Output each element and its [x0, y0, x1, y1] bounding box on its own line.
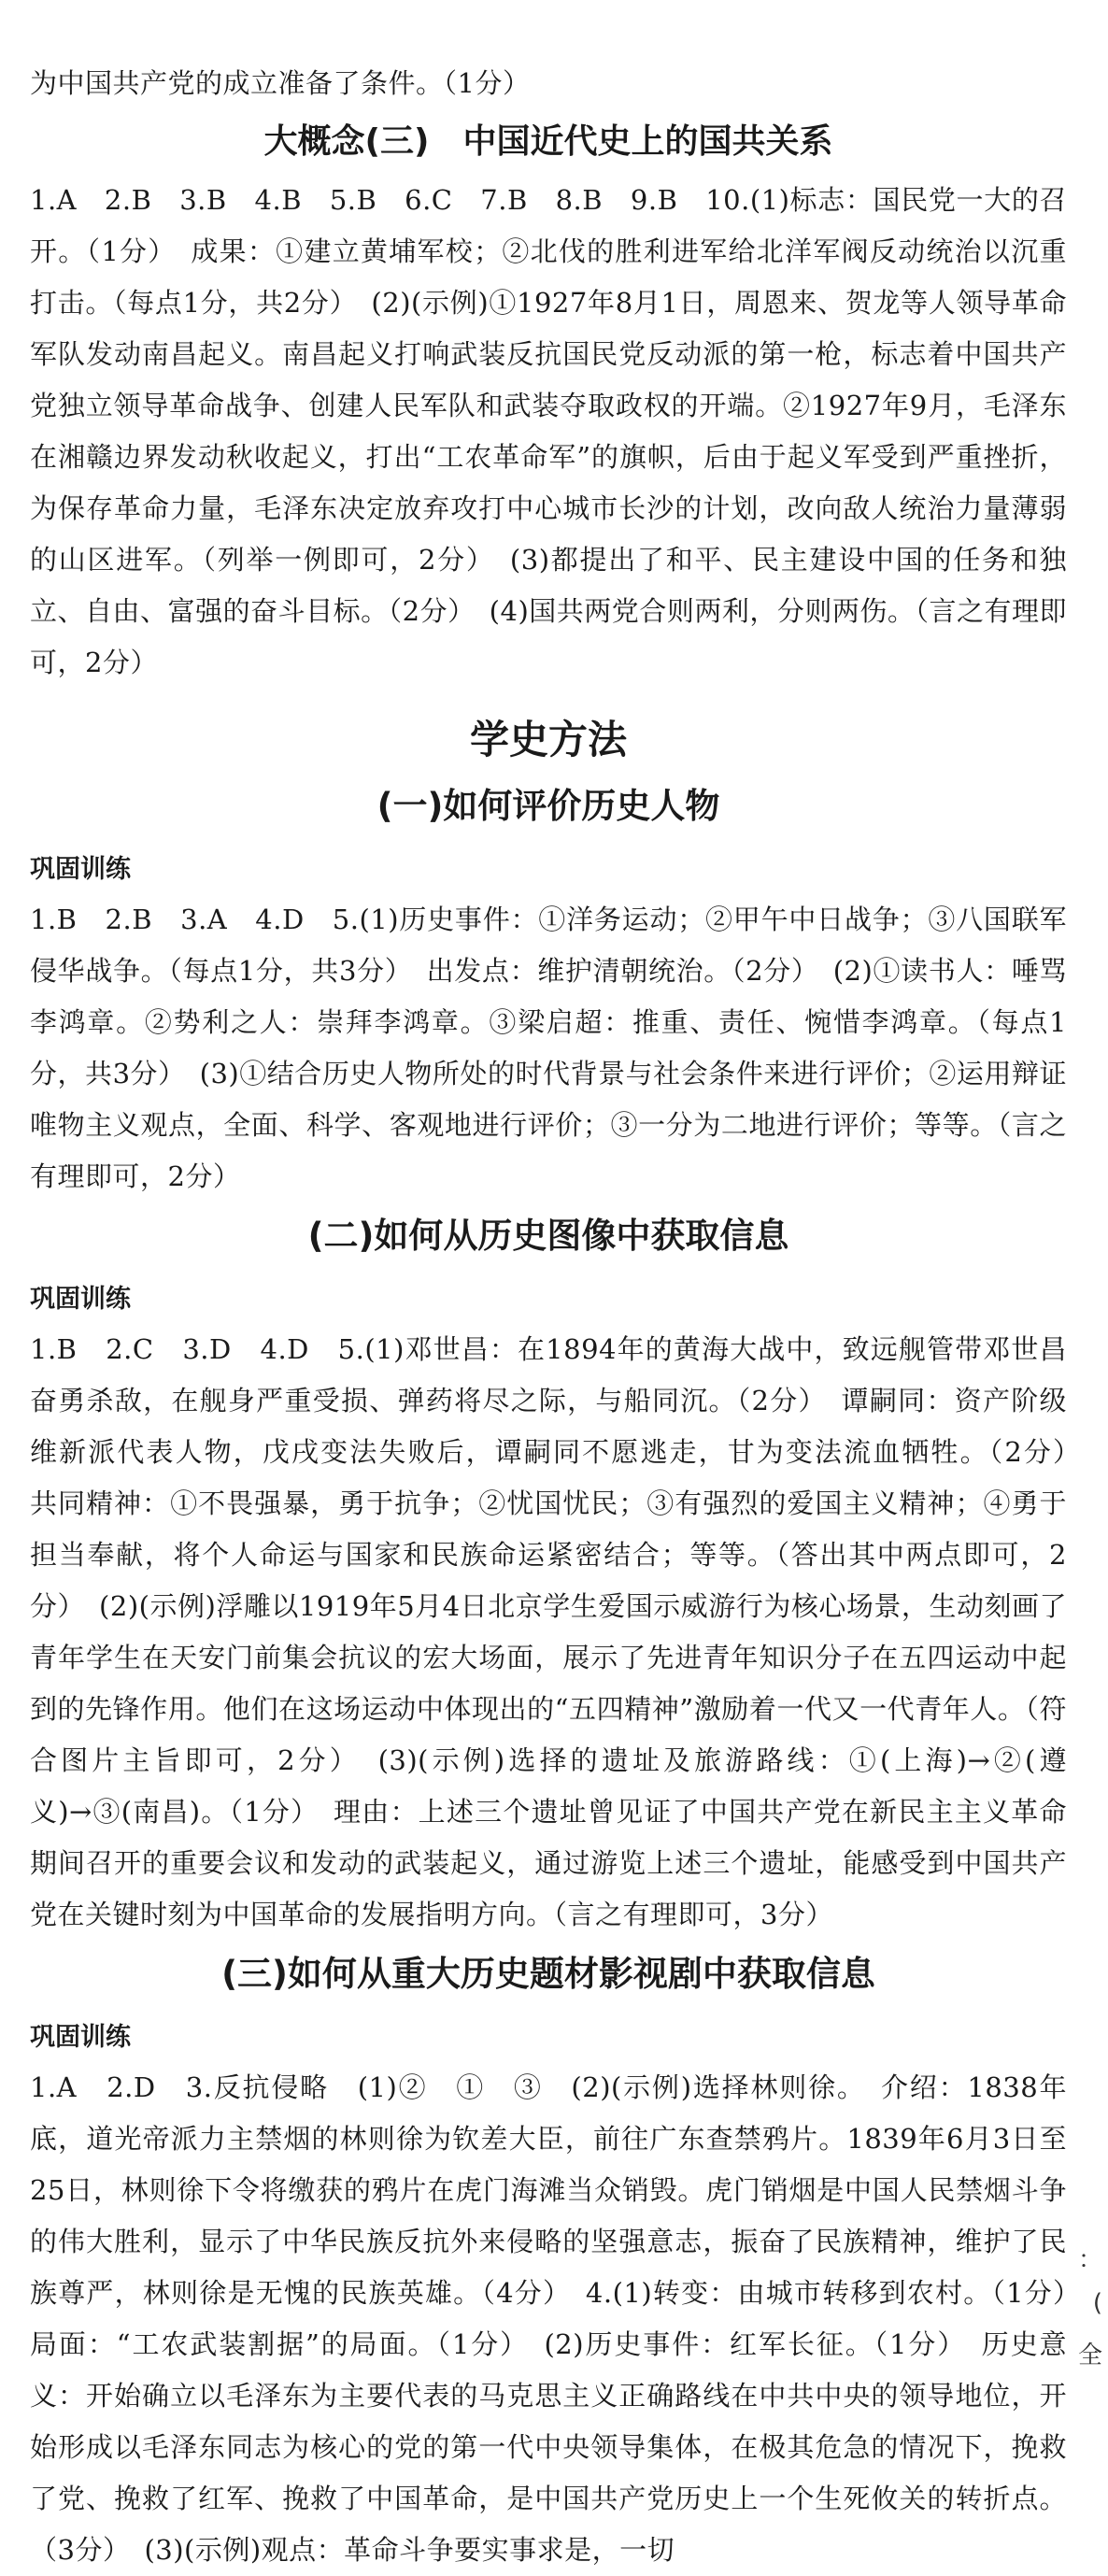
- section-1-subheading: 巩固训练: [30, 855, 131, 884]
- methods-title: 学史方法: [469, 717, 627, 762]
- concept-3-title: 大概念(三) 中国近代史上的国共关系: [263, 122, 833, 161]
- answer-page: [30, 0, 1095, 2576]
- section-3-subheading: 巩固训练: [30, 2023, 131, 2052]
- section-3-answers: 1.A 2.D 3.反抗侵略 (1)② ① ③ (2)(示例)选择林则徐。 介绍：1838年底，道光帝派力主禁烟的林则徐为钦差大臣，前往广东查禁鸦片。1839年6月3日至25日，林则徐下令将缴获的鸦片在虎门海滩当众销毁。虎门销烟是中国人民禁烟斗争的伟大胜利，显示了中华民族反抗外来侵略的坚强意志，振奋了民族精神，维护了民族尊严，林则徐是无愧的民族英雄。（4分） 4.(1)转变：由城市转移到农村。（1分） 局面：“工农武装割据”的局面。（1分） (2)历史事件：红军长征。（1分） 历史意义：开始确立以毛泽东为主要代表的马克思主义正确路线在中共中央的领导地位，开始形成以毛泽东同志为核心的党的第一代中央领导集体，在极其危急的情况下，挽救了党、挽救了红军、挽救了中国革命，是中国共产党历史上一个生死攸关的转折点。（3分） (3)(示例)观点：革命斗争要实事求是，一切: [30, 2071, 1095, 2566]
- concept-3-answers: 1.A 2.B 3.B 4.B 5.B 6.C 7.B 8.B 9.B 10.(1)标志：国民党一大的召开。（1分） 成果：①建立黄埔军校；②北伐的胜利进军给北洋军阀反动统治以沉重打击。（每点1分，共2分） (2)(示例)①1927年8月1日，周恩来、贺龙等人领导革命军队发动南昌起义。南昌起义打响武装反抗国民党反动派的第一枪，标志着中国共产党独立领导革命战争、创建人民军队和武装夺取政权的开端。②1927年9月，毛泽东在湘赣边界发动秋收起义，打出“工农革命军”的旗帜，后由于起义军受到严重挫折，为保存革命力量，毛泽东决定放弃攻打中心城市长沙的计划，改向敌人统治力量薄弱的山区进军。（列举一例即可，2分） (3)都提出了和平、民主建设中国的任务和独立、自由、富强的奋斗目标。（2分） (4)国共两党合则两利，分则两伤。（言之有理即可，2分）: [30, 184, 1067, 678]
- section-2-answers: 1.B 2.C 3.D 4.D 5.(1)邓世昌：在1894年的黄海大战中，致远舰管带邓世昌奋勇杀敌，在舰身严重受损、弹药将尽之际，与船同沉。（2分） 谭嗣同：资产阶级维新派代表人物，戊戌变法失败后，谭嗣同不愿逃走，甘为变法流血牺牲。（2分） 共同精神：①不畏强暴，勇于抗争；②忧国忧民；③有强烈的爱国主义精神；④勇于担当奉献，将个人命运与国家和民族命运紧密结合；等等。（答出其中两点即可，2分） (2)(示例)浮雕以1919年5月4日北京学生爱国示威游行为核心场景，生动刻画了青年学生在天安门前集会抗议的宏大场面，展示了先进青年知识分子在五四运动中起到的先锋作用。他们在这场运动中体现出的“五四精神”激励着一代又一代青年人。（符合图片主旨即可，2分） (3)(示例)选择的遗址及旅游路线：①(上海)→②(遵义)→③(南昌)。（1分） 理由：上述三个遗址曾见证了中国共产党在新民主主义革命期间召开的重要会议和发动的武装起义，通过游览上述三个遗址，能感受到中国共产党在关键时刻为中国革命的发展指明方向。（言之有理即可，3分）: [30, 1333, 1095, 1930]
- edge-mark: 全: [1077, 2341, 1102, 2370]
- edge-mark: (: [1092, 2289, 1102, 2317]
- section-2-subheading: 巩固训练: [30, 1285, 131, 1314]
- section-3-title: (三)如何从重大历史题材影视剧中获取信息: [221, 1954, 875, 1994]
- section-2-title: (二)如何从历史图像中获取信息: [307, 1216, 789, 1256]
- intro-line: 为中国共产党的成立准备了条件。（1分）: [30, 67, 531, 99]
- section-1-title: (一)如何评价历史人物: [376, 786, 720, 826]
- section-1-answers: 1.B 2.B 3.A 4.D 5.(1)历史事件：①洋务运动；②甲午中日战争；③八国联军侵华战争。（每点1分，共3分） 出发点：维护清朝统治。（2分） (2)①读书人：唾骂李鸿章。②势利之人：崇拜李鸿章。③梁启超：推重、责任、惋惜李鸿章。（每点1分，共3分） (3)①结合历史人物所处的时代背景与社会条件来进行评价；②运用辩证唯物主义观点，全面、科学、客观地进行评价；③一分为二地进行评价；等等。（言之有理即可，2分）: [30, 904, 1067, 1192]
- edge-mark: ：: [1077, 2246, 1102, 2274]
